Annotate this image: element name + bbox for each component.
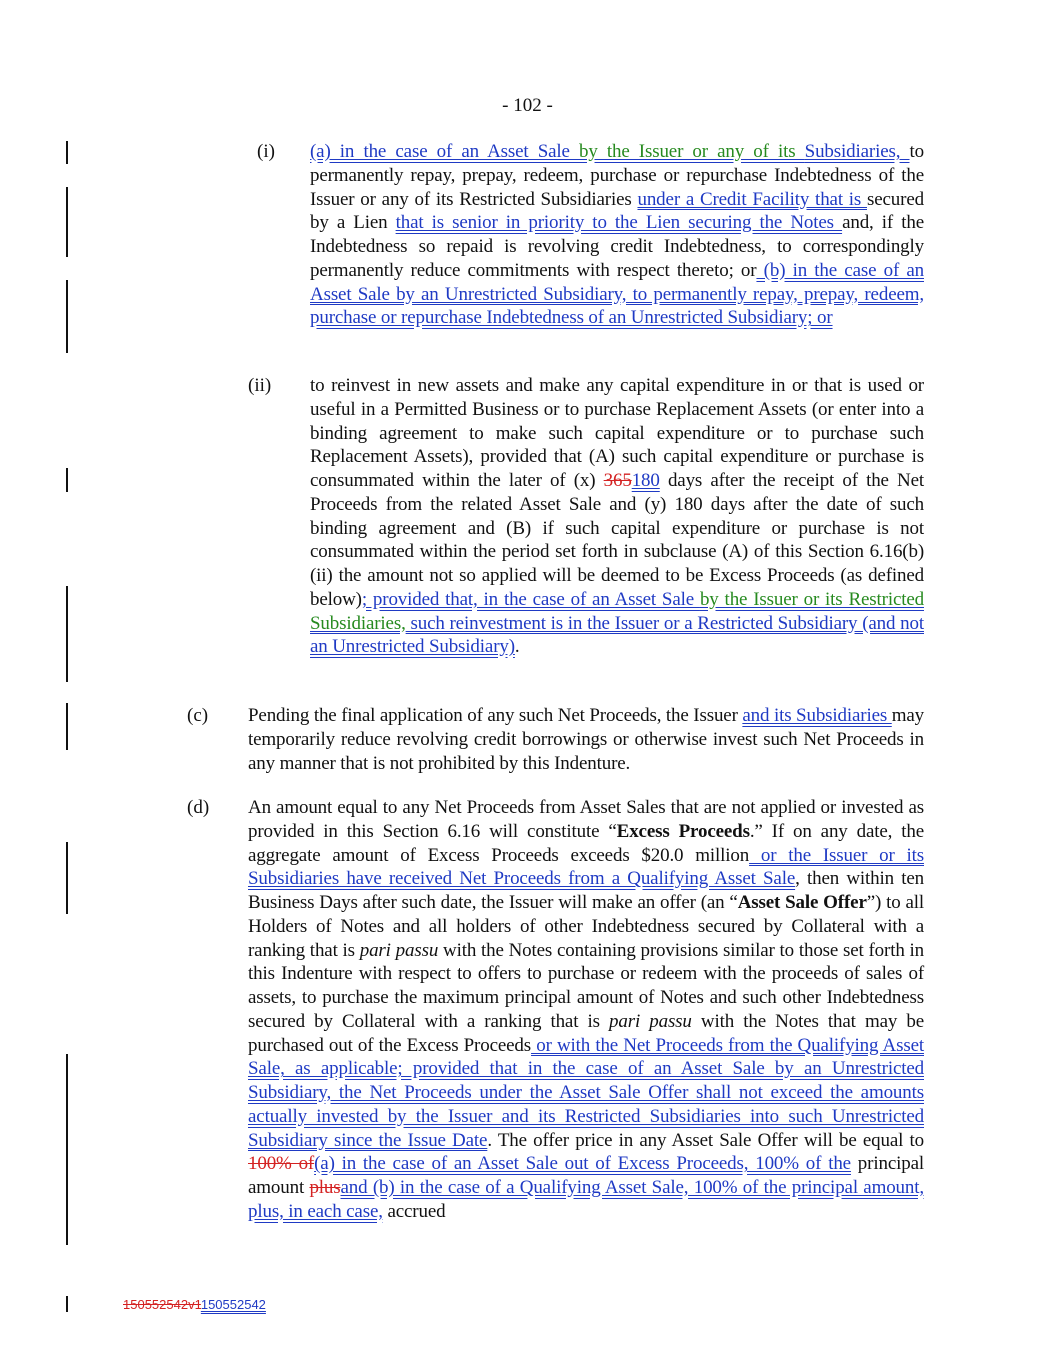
defined-term: Excess Proceeds	[616, 820, 750, 842]
body-text: , then within ten Business Days after such date, the Issuer will make an offer (an “	[248, 868, 924, 913]
body-text: .	[514, 636, 520, 658]
inserted-document-id: 150552542	[200, 1297, 266, 1312]
clause-ii-label: (ii)	[248, 375, 272, 396]
change-bar	[66, 1296, 68, 1312]
inserted-text: Subsidiaries,	[804, 141, 910, 162]
clause-ii-text	[310, 374, 924, 659]
change-bar	[66, 468, 68, 492]
italic-term: pari passu	[609, 1010, 692, 1032]
moved-text: by the Issuer or its Restricted Subsidiaries,	[310, 588, 924, 634]
deleted-document-id: 150552542v1	[123, 1297, 201, 1312]
inserted-text: 180	[631, 470, 660, 491]
inserted-text: that is senior in priority to the Lien securing the Notes	[395, 212, 843, 234]
body-text: with the Notes containing provisions similar to those set forth in this Indenture with respect to offers to purchase or redeem with the proceeds of sales of assets, to purchase the maximum principal amount of Notes and such other Indebtedness secured by Collateral with a ranking that is	[248, 939, 924, 1032]
change-bar	[66, 280, 68, 353]
document-id	[123, 1297, 266, 1313]
body-text: days after the receipt of the Net Proceeds from the related Asset Sale and (y) 180 days after the date of such binding agreement and (B) if such capital expenditure or purchase is not consummated within the period set forth in subclause (A) of this Section 6.16(b)(ii) the amount not so applied will be deemed to be Excess Proceeds (as defined below)	[310, 470, 924, 610]
inserted-text: (a) in the case of an Asset Sale out of Excess Proceeds, 100% of the	[314, 1153, 851, 1175]
change-bar	[66, 703, 68, 750]
inserted-text: ; provided that, in the case of an Asset Sale	[361, 588, 700, 610]
italic-term: pari passu	[359, 939, 439, 961]
body-text: Pending the final application of any such Net Proceeds, the Issuer	[248, 705, 743, 726]
body-text: to permanently repay, prepay, redeem, purchase or repurchase Indebtedness of the Issuer or any of its Restricted Subsidiaries	[310, 141, 924, 210]
change-bar	[66, 586, 68, 682]
inserted-text: and its Subsidiaries	[742, 705, 892, 726]
clause-c-label: (c)	[187, 705, 209, 726]
body-text: secured by a Lien	[310, 188, 924, 234]
clause-i-label: (i)	[257, 141, 275, 162]
clause-c-text	[248, 704, 924, 775]
clause-i-text	[310, 140, 924, 330]
change-bar	[66, 842, 68, 914]
change-bar	[66, 141, 68, 164]
clause-d-text	[248, 796, 924, 1224]
body-text: ”) to all Holders of Notes and all holders of other Indebtedness secured by Collateral with a ranking that is	[248, 892, 924, 961]
body-text: with the Notes that may be purchased out of the Excess Proceeds	[248, 1010, 924, 1056]
body-text: to reinvest in new assets and make any capital expenditure in or that is used or useful in a Permitted Business or to purchase Replacement Assets (or enter into a binding agreement to make such capital expenditure or to purchase such Replacement Assets), provided that (A) such capital expenditure or purchase is consummated within the later of (x)	[310, 375, 924, 491]
body-text: . The offer price in any Asset Sale Offer will be equal to	[487, 1129, 925, 1151]
deleted-text: 365	[603, 470, 632, 491]
body-text: may temporarily reduce revolving credit borrowings or otherwise invest such Net Proceeds in any manner that is not prohibited by this Indenture.	[248, 705, 925, 774]
clause-d-label: (d)	[187, 797, 210, 818]
body-text: .” If on any date, the aggregate amount of Excess Proceeds exceeds $20.0 million	[248, 820, 925, 866]
defined-term: Asset Sale Offer	[737, 892, 867, 913]
body-text: principal amount	[248, 1153, 924, 1198]
deleted-text: 100% of	[248, 1153, 315, 1175]
body-text: accrued	[382, 1200, 446, 1222]
inserted-text: under a Credit Facility that is	[637, 188, 867, 210]
inserted-text: (b) in the case of an Asset Sale by an Unrestricted Subsidiary, to permanently repay, prepay, redeem, purchase or repurchase Indebtedness of an Unrestricted Subsidiary; or	[310, 259, 924, 329]
inserted-text: or the Issuer or its Subsidiaries have received Net Proceeds from a Qualifying Asset Sale	[248, 844, 924, 890]
moved-text: by the Issuer or any of its	[579, 141, 805, 162]
body-text: and, if the Indebtedness so repaid is revolving credit Indebtedness, to correspondingly permanently reduce commitments with respect thereto; or	[310, 212, 924, 281]
change-bar	[66, 1054, 68, 1245]
inserted-text: or with the Net Proceeds from the Qualifying Asset Sale, as applicable; provided that in the case of an Asset Sale by an Unrestricted Subsidiary, the Net Proceeds under the Asset Sale Offer shall not exceed the amounts actually invested by the Issuer and its Restricted Subsidiaries into such Unrestricted Subsidiary since the Issue Date	[248, 1034, 924, 1151]
inserted-text: such reinvestment is in the Issuer or a Restricted Subsidiary (and not an Unrestricted Subsidiary)	[310, 612, 924, 658]
inserted-text: (a) in the case of an Asset Sale	[310, 141, 579, 162]
body-text: An amount equal to any Net Proceeds from Asset Sales that are not applied or invested as provided in this Section 6.16 will constitute “	[248, 797, 924, 842]
change-bar	[66, 187, 68, 257]
inserted-text: and (b) in the case of a Qualifying Asset Sale, 100% of the principal amount, plus, in each case,	[248, 1177, 924, 1222]
page-number: - 102 -	[502, 95, 553, 116]
deleted-text: plus	[309, 1177, 341, 1198]
